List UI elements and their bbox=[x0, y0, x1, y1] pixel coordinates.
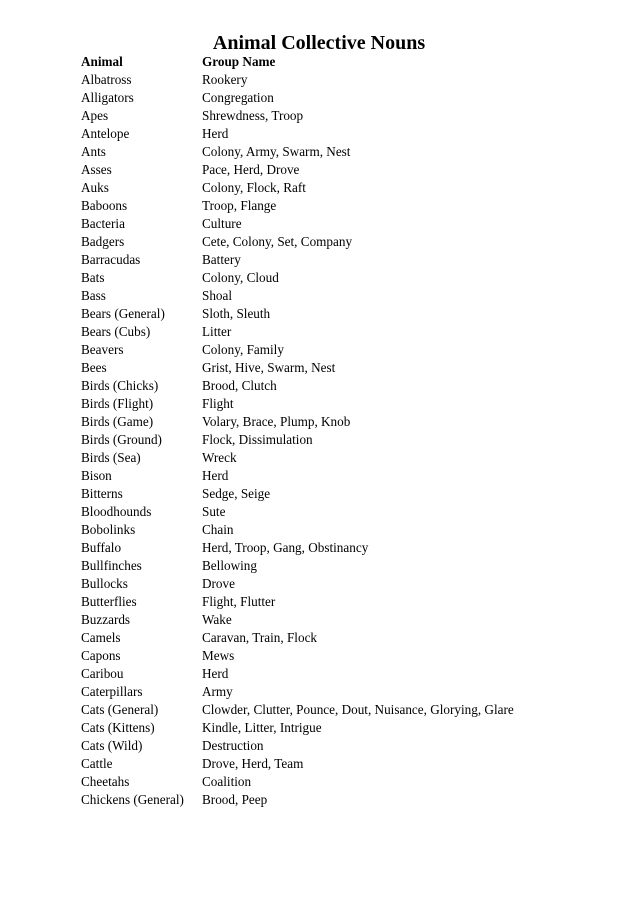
group-name-cell: Drove, Herd, Team bbox=[202, 756, 304, 771]
table-row bbox=[81, 359, 621, 377]
group-name-cell: Flight bbox=[202, 396, 234, 411]
animal-cell: Alligators bbox=[81, 90, 134, 105]
table-row bbox=[81, 521, 621, 539]
group-name-cell: Sute bbox=[202, 504, 226, 519]
group-name-cell: Battery bbox=[202, 252, 241, 267]
animal-cell: Bloodhounds bbox=[81, 504, 152, 519]
header-group-name: Group Name bbox=[202, 54, 276, 69]
animal-cell: Bullfinches bbox=[81, 558, 142, 573]
table-row bbox=[81, 143, 621, 161]
table-body bbox=[81, 71, 621, 809]
group-name-cell: Colony, Cloud bbox=[202, 270, 279, 285]
animal-cell: Albatross bbox=[81, 72, 132, 87]
animal-cell: Bullocks bbox=[81, 576, 128, 591]
header-animal: Animal bbox=[81, 54, 123, 69]
table-row bbox=[81, 773, 621, 791]
group-name-cell: Destruction bbox=[202, 738, 264, 753]
table-row bbox=[81, 575, 621, 593]
group-name-cell: Caravan, Train, Flock bbox=[202, 630, 318, 645]
table-row bbox=[81, 305, 621, 323]
group-name-cell: Congregation bbox=[202, 90, 274, 105]
animal-cell: Barracudas bbox=[81, 252, 141, 267]
table-row bbox=[81, 539, 621, 557]
group-name-cell: Pace, Herd, Drove bbox=[202, 162, 300, 177]
animal-cell: Bats bbox=[81, 270, 105, 285]
animal-cell: Baboons bbox=[81, 198, 128, 213]
group-name-cell: Litter bbox=[202, 324, 232, 339]
table-row bbox=[81, 485, 621, 503]
animal-cell: Bobolinks bbox=[81, 522, 136, 537]
table-row bbox=[81, 179, 621, 197]
animal-cell: Asses bbox=[81, 162, 112, 177]
animal-cell: Caterpillars bbox=[81, 684, 143, 699]
group-name-cell: Coalition bbox=[202, 774, 252, 789]
animal-cell: Bears (General) bbox=[81, 306, 165, 321]
collective-nouns-table bbox=[81, 53, 621, 809]
group-name-cell: Herd, Troop, Gang, Obstinancy bbox=[202, 540, 369, 555]
animal-cell: Buffalo bbox=[81, 540, 122, 555]
animal-cell: Auks bbox=[81, 180, 109, 195]
group-name-cell: Brood, Clutch bbox=[202, 378, 277, 393]
table-row bbox=[81, 161, 621, 179]
group-name-cell: Colony, Army, Swarm, Nest bbox=[202, 144, 351, 159]
group-name-cell: Sedge, Seige bbox=[202, 486, 271, 501]
group-name-cell: Bellowing bbox=[202, 558, 257, 573]
group-name-cell: Colony, Flock, Raft bbox=[202, 180, 306, 195]
table-row bbox=[81, 89, 621, 107]
table-row bbox=[81, 323, 621, 341]
table-row bbox=[81, 107, 621, 125]
table-row bbox=[81, 737, 621, 755]
group-name-cell: Sloth, Sleuth bbox=[202, 306, 271, 321]
animal-cell: Birds (Chicks) bbox=[81, 378, 159, 393]
group-name-cell: Mews bbox=[202, 648, 235, 663]
animal-cell: Birds (Sea) bbox=[81, 450, 141, 465]
group-name-cell: Volary, Brace, Plump, Knob bbox=[202, 414, 351, 429]
table-row bbox=[81, 719, 621, 737]
animal-cell: Apes bbox=[81, 108, 109, 123]
group-name-cell: Army bbox=[202, 684, 233, 699]
group-name-cell: Cete, Colony, Set, Company bbox=[202, 234, 353, 249]
table-row bbox=[81, 377, 621, 395]
animal-cell: Caribou bbox=[81, 666, 124, 681]
group-name-cell: Wreck bbox=[202, 450, 237, 465]
table-row bbox=[81, 755, 621, 773]
animal-cell: Beavers bbox=[81, 342, 124, 357]
table-row bbox=[81, 71, 621, 89]
table-row bbox=[81, 251, 621, 269]
table-row bbox=[81, 413, 621, 431]
animal-cell: Birds (Flight) bbox=[81, 396, 154, 411]
table-row bbox=[81, 233, 621, 251]
group-name-cell: Colony, Family bbox=[202, 342, 284, 357]
animal-cell: Cats (General) bbox=[81, 702, 159, 717]
table-row bbox=[81, 269, 621, 287]
table-row bbox=[81, 701, 621, 719]
table-row bbox=[81, 557, 621, 575]
group-name-cell: Shoal bbox=[202, 288, 233, 303]
table-row bbox=[81, 611, 621, 629]
animal-cell: Birds (Ground) bbox=[81, 432, 162, 447]
table-row bbox=[81, 791, 621, 809]
animal-cell: Bison bbox=[81, 468, 112, 483]
animal-cell: Badgers bbox=[81, 234, 125, 249]
animal-cell: Antelope bbox=[81, 126, 130, 141]
table-row bbox=[81, 395, 621, 413]
group-name-cell: Herd bbox=[202, 468, 229, 483]
table-row bbox=[81, 629, 621, 647]
group-name-cell: Clowder, Clutter, Pounce, Dout, Nuisance, Glorying, Glare bbox=[202, 702, 514, 717]
table-row bbox=[81, 467, 621, 485]
animal-cell: Bacteria bbox=[81, 216, 125, 231]
animal-cell: Camels bbox=[81, 630, 121, 645]
group-name-cell: Brood, Peep bbox=[202, 792, 268, 807]
animal-cell: Cats (Wild) bbox=[81, 738, 143, 753]
group-name-cell: Grist, Hive, Swarm, Nest bbox=[202, 360, 336, 375]
animal-cell: Bass bbox=[81, 288, 106, 303]
table-row bbox=[81, 683, 621, 701]
group-name-cell: Herd bbox=[202, 126, 229, 141]
table-row bbox=[81, 503, 621, 521]
table-header-row bbox=[81, 53, 621, 71]
animal-cell: Birds (Game) bbox=[81, 414, 154, 429]
animal-cell: Cattle bbox=[81, 756, 113, 771]
group-name-cell: Wake bbox=[202, 612, 232, 627]
table-row bbox=[81, 665, 621, 683]
table-row bbox=[81, 125, 621, 143]
group-name-cell: Herd bbox=[202, 666, 229, 681]
group-name-cell: Culture bbox=[202, 216, 242, 231]
group-name-cell: Shrewdness, Troop bbox=[202, 108, 304, 123]
group-name-cell: Kindle, Litter, Intrigue bbox=[202, 720, 322, 735]
animal-cell: Ants bbox=[81, 144, 106, 159]
group-name-cell: Chain bbox=[202, 522, 234, 537]
animal-cell: Butterflies bbox=[81, 594, 137, 609]
group-name-cell: Drove bbox=[202, 576, 235, 591]
animal-cell: Cheetahs bbox=[81, 774, 130, 789]
table-row bbox=[81, 287, 621, 305]
table-row bbox=[81, 449, 621, 467]
animal-cell: Bears (Cubs) bbox=[81, 324, 151, 339]
animal-cell: Capons bbox=[81, 648, 121, 663]
animal-cell: Bitterns bbox=[81, 486, 123, 501]
animal-cell: Chickens (General) bbox=[81, 792, 184, 807]
table-row bbox=[81, 215, 621, 233]
animal-cell: Buzzards bbox=[81, 612, 131, 627]
animal-cell: Bees bbox=[81, 360, 107, 375]
table-row bbox=[81, 431, 621, 449]
table-row bbox=[81, 647, 621, 665]
group-name-cell: Flight, Flutter bbox=[202, 594, 276, 609]
table-row bbox=[81, 593, 621, 611]
group-name-cell: Rookery bbox=[202, 72, 248, 87]
table-row bbox=[81, 197, 621, 215]
group-name-cell: Flock, Dissimulation bbox=[202, 432, 313, 447]
page-title: Animal Collective Nouns bbox=[212, 32, 426, 54]
animal-cell: Cats (Kittens) bbox=[81, 720, 155, 735]
group-name-cell: Troop, Flange bbox=[202, 198, 277, 213]
table-row bbox=[81, 341, 621, 359]
